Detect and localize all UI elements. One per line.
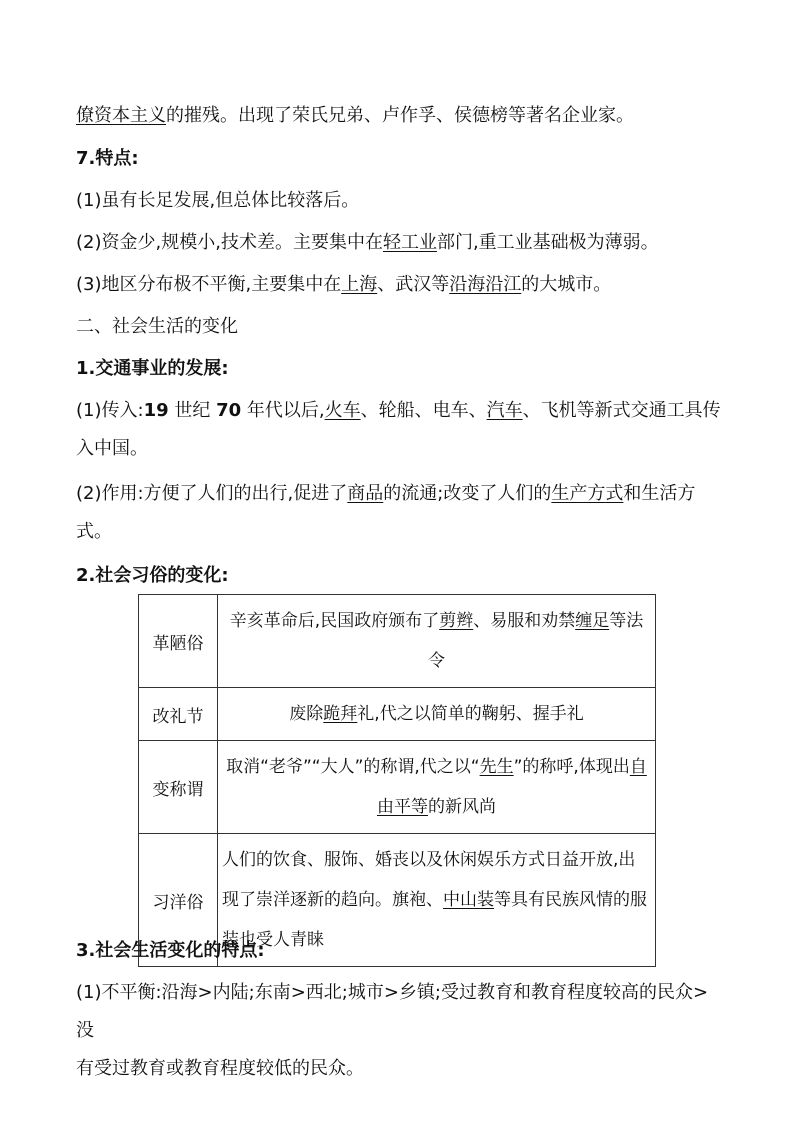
table-row: [139, 688, 656, 741]
table-description: 人们的饮食、服饰、婚丧以及休闲娱乐方式日益开放,出现了崇洋逐新的趋向。旗袍、中山装等具有民族风情的服装也受人青睐: [218, 834, 656, 967]
transport-effect: (2)作用:方便了人们的出行,促进了商品的流通;改变了人们的生产方式和生活方 式。: [76, 483, 696, 542]
table-description: 辛亥革命后,民国政府颁布了剪辫、易服和劝禁缠足等法令: [218, 595, 656, 688]
underline-term: 沿海沿江: [449, 274, 522, 295]
table-category: 习洋俗: [139, 834, 218, 967]
underline-term: 轻工业: [382, 232, 437, 253]
table-row: [139, 741, 656, 834]
transport-intro: (1)传入:19 世纪 70 年代以后,火车、轮船、电车、汽车、飞机等新式交通工具传 入中国。: [76, 400, 721, 459]
feature-1: (1)虽有长足发展,但总体比较落后。: [76, 190, 360, 211]
underline-term: 中山装: [443, 890, 494, 910]
paragraph-entrepreneurs: 僚资本主义的摧残。出现了荣氏兄弟、卢作孚、侯德榜等著名企业家。: [76, 105, 634, 126]
feature-3: (3)地区分布极不平衡,主要集中在上海、武汉等沿海沿江的大城市。: [76, 274, 612, 295]
table-row: [139, 595, 656, 688]
underline-term: 缠足: [575, 611, 610, 631]
customs-table: [138, 594, 656, 967]
underline-term: 跪拜: [323, 704, 358, 724]
feature-2: (2)资金少,规模小,技术差。主要集中在轻工业部门,重工业基础极为薄弱。: [76, 232, 659, 253]
table-category: 改礼节: [139, 688, 218, 741]
table-description: 取消“老爷”“大人”的称谓,代之以“先生”的称呼,体现出自由平等的新风尚: [218, 741, 656, 834]
section-title: 二、社会生活的变化: [76, 316, 238, 337]
heading-transport: 1.交通事业的发展:: [76, 358, 229, 379]
table-category: 革陋俗: [139, 595, 218, 688]
heading-characteristics: 3.社会生活变化的特点:: [76, 940, 265, 961]
underline-term: 自由平等: [377, 757, 647, 817]
underline-term: 商品: [347, 483, 384, 504]
underline-term: 僚资本主义: [76, 105, 166, 126]
underline-term: 先生: [479, 757, 514, 777]
underline-term: 汽车: [486, 400, 523, 421]
heading-customs: 2.社会习俗的变化:: [76, 565, 229, 586]
underline-term: 上海: [341, 274, 378, 295]
heading-features: 7.特点:: [76, 148, 139, 169]
underline-term: 剪辫: [439, 611, 474, 631]
table-description: 废除跪拜礼,代之以简单的鞠躬、握手礼: [218, 688, 656, 741]
table-category: 变称谓: [139, 741, 218, 834]
characteristic-1: (1)不平衡:沿海>内陆;东南>西北;城市>乡镇;受过教育和教育程度较高的民众>没 有受过教育或教育程度较低的民众。: [76, 982, 709, 1079]
underline-term: 生产方式: [551, 483, 624, 504]
underline-term: 火车: [324, 400, 361, 421]
